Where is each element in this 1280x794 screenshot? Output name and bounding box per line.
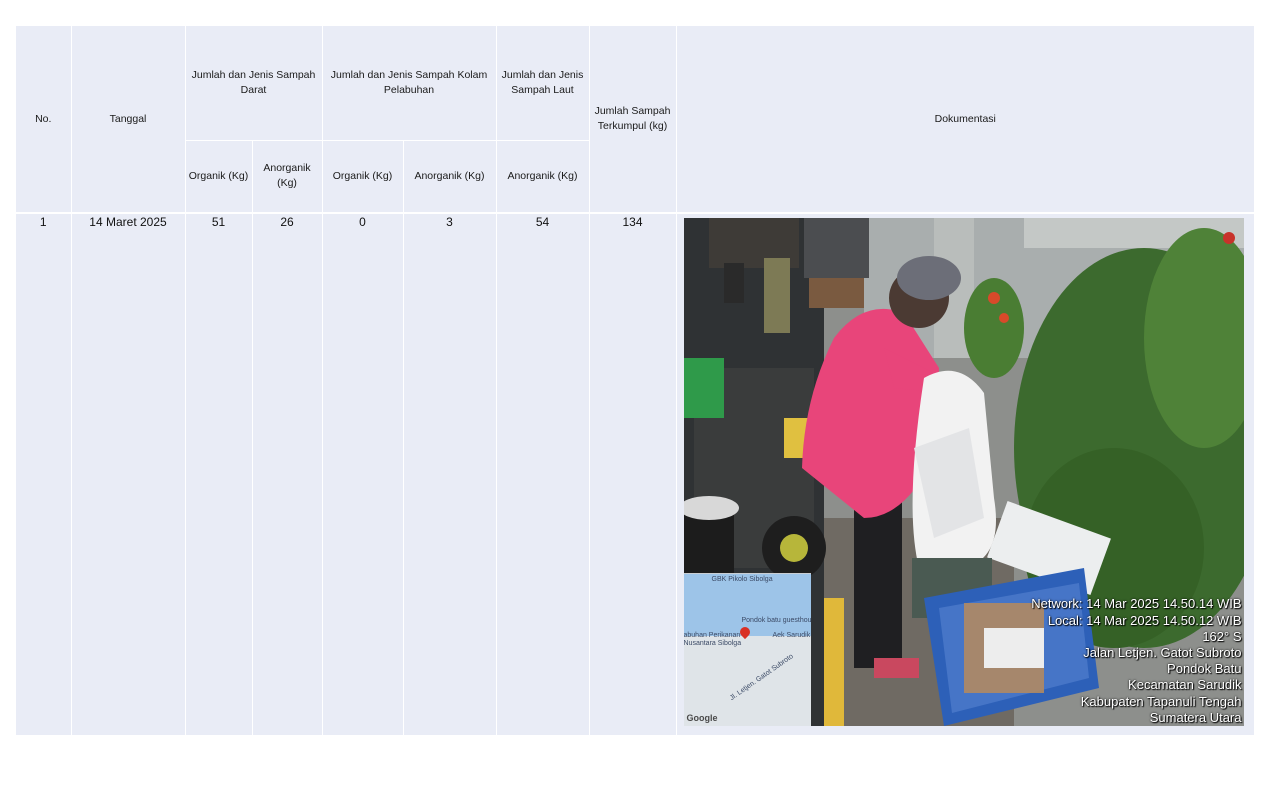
cell-darat-organik: 51 bbox=[185, 213, 252, 735]
cell-dokumentasi bbox=[676, 213, 1254, 735]
header-kolam-anorganik: Anorganik (Kg) bbox=[403, 140, 496, 213]
overlay-heading: 162° S bbox=[1202, 628, 1242, 644]
header-dokumentasi: Dokumentasi bbox=[676, 26, 1254, 213]
cell-laut-anorganik: 54 bbox=[496, 213, 589, 735]
header-darat-anorganik: Anorganik (Kg) bbox=[252, 140, 322, 213]
header-darat-organik: Organik (Kg) bbox=[185, 140, 252, 213]
overlay-local-time: Local: 14 Mar 2025 14.50.12 WIB bbox=[1047, 612, 1242, 628]
header-laut-anorganik: Anorganik (Kg) bbox=[496, 140, 589, 213]
overlay-district: Kecamatan Sarudik bbox=[1128, 677, 1242, 693]
cell-no: 1 bbox=[39, 215, 47, 229]
location-map bbox=[684, 573, 811, 726]
cell-darat-anorganik: 26 bbox=[252, 213, 322, 735]
header-kolam: Jumlah dan Jenis Sampah Kolam Pelabuhan bbox=[322, 26, 496, 140]
map-label-road: Jl. Letjen. Gatot Subroto bbox=[728, 652, 795, 703]
header-tanggal: Tanggal bbox=[71, 26, 185, 213]
cell-kolam-organik: 0 bbox=[322, 213, 403, 735]
cell-tanggal: 14 Maret 2025 bbox=[71, 213, 185, 735]
map-label-left: abuhan Perikanan Nusantara Sibolga bbox=[683, 632, 742, 647]
header-laut: Jumlah dan Jenis Sampah Laut bbox=[496, 26, 589, 140]
overlay-regency: Kabupaten Tapanuli Tengah bbox=[1080, 693, 1242, 709]
header-kolam-organik: Organik (Kg) bbox=[322, 140, 403, 213]
waste-table bbox=[16, 26, 1254, 735]
cell-kolam-anorganik: 3 bbox=[403, 213, 496, 735]
documentation-photo bbox=[684, 218, 1244, 726]
table-row bbox=[16, 213, 1254, 735]
overlay-street: Jalan Letjen. Gatot Subroto bbox=[1083, 644, 1242, 660]
photo-timestamp-overlay bbox=[1031, 596, 1241, 726]
google-logo: Google bbox=[686, 713, 718, 723]
header-darat: Jumlah dan Jenis Sampah Darat bbox=[185, 26, 322, 140]
overlay-network-time: Network: 14 Mar 2025 14.50.14 WIB bbox=[1031, 596, 1242, 612]
map-label-top: GBK Pikolo Sibolga bbox=[711, 576, 773, 583]
header-total: Jumlah Sampah Terkumpul (kg) bbox=[589, 26, 676, 213]
report-sheet bbox=[16, 26, 1254, 735]
overlay-area: Pondok Batu bbox=[1167, 661, 1242, 677]
cell-total: 134 bbox=[589, 213, 676, 735]
map-label-pin: Pondok batu guesthou bbox=[741, 617, 812, 624]
map-label-right: Aek Sarudik bbox=[772, 632, 811, 639]
overlay-province: Sumatera Utara bbox=[1149, 709, 1242, 725]
header-no: No. bbox=[35, 112, 52, 125]
